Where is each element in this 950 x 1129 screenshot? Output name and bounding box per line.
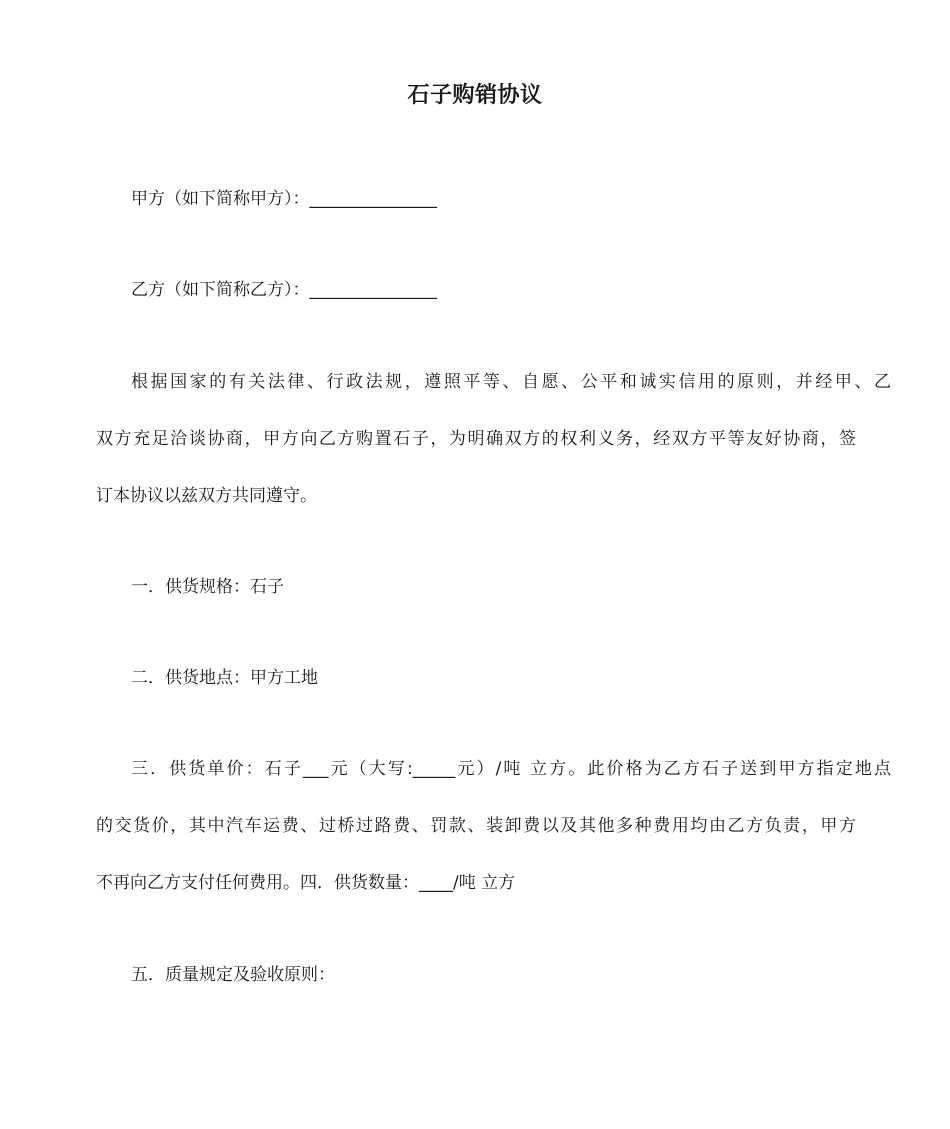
party-b-line [96,276,891,304]
clause-3-line-3: 不再向乙方支付任何费用。四．供货数量：____/吨 立方 [96,873,516,893]
intro-line-3: 订本协议以兹双方共同遵守。 [96,486,317,506]
intro-line-2: 双方充足洽谈协商，甲方向乙方购置石子，为明确双方的权利义务，经双方平等友好协商，签 [96,429,856,449]
clause-5: 五．质量规定及验收原则： [131,965,335,985]
clause-3-line-1: 三．供货单价：石子___元（大写:_____元）/吨 立方。此价格为乙方石子送到甲方指定地点 [131,759,891,779]
party-a-text: 甲方（如下简称甲方）：_______________ [131,189,437,209]
document-title: 石子购销协议 [407,83,543,108]
party-a-line [96,185,891,213]
clause-3-line-2: 的交货价，其中汽车运费、过桥过路费、罚款、装卸费以及其他多种费用均由乙方负责，甲方 [96,816,856,836]
clause-2: 二．供货地点：甲方工地 [131,668,318,688]
party-b-text: 乙方（如下简称乙方）：_______________ [131,280,437,300]
clause-1: 一．供货规格：石子 [131,577,284,597]
intro-line-1: 根据国家的有关法律、行政法规，遵照平等、自愿、公平和诚实信用的原则，并经甲、乙 [131,372,891,392]
